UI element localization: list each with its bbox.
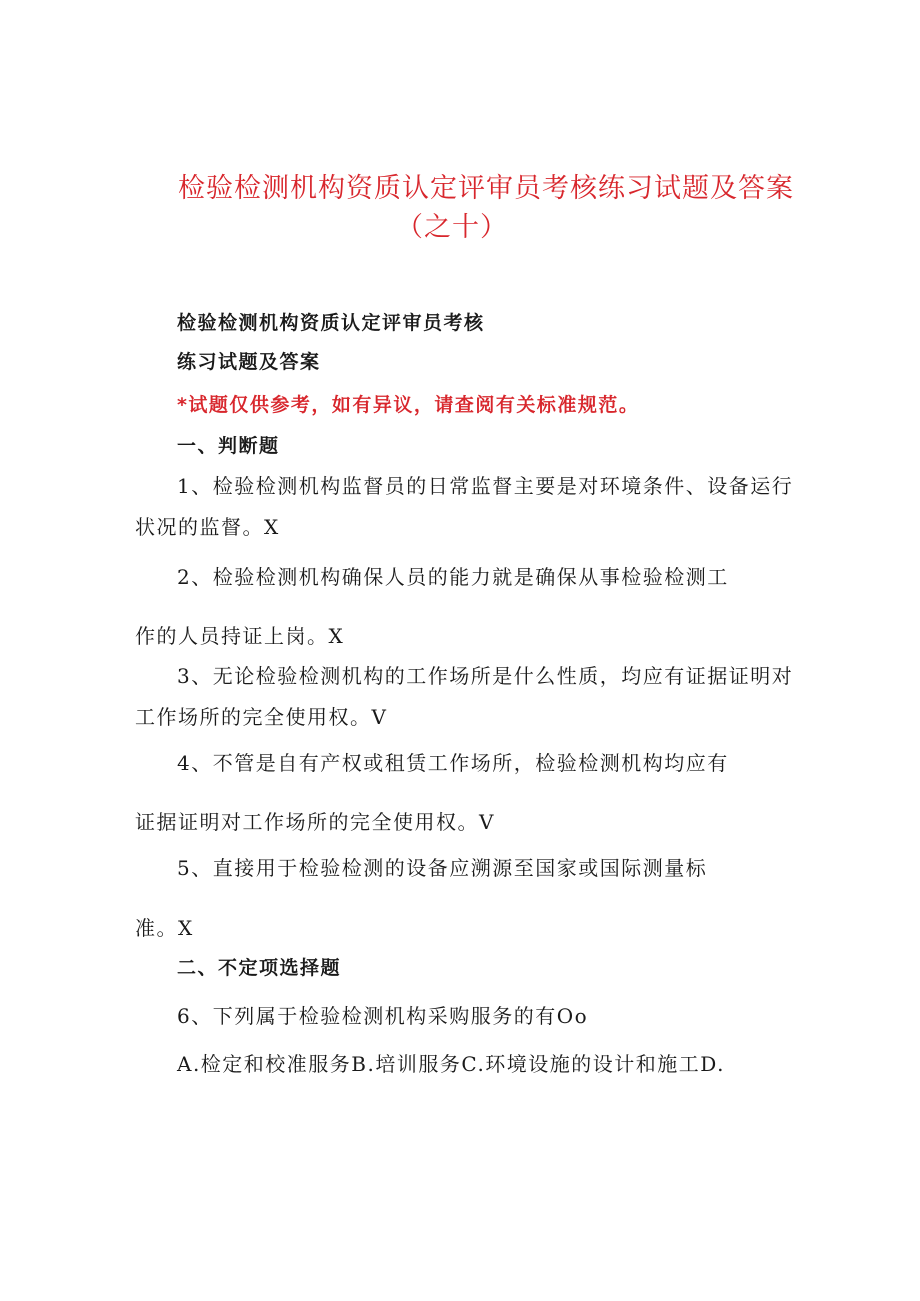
heading-practice: 练习试题及答案	[177, 351, 321, 373]
question-6-options: A.检定和校准服务B.培训服务C.环境设施的设计和施工D.	[177, 1052, 725, 1076]
question-1-line-2: 状况的监督。X	[135, 515, 280, 539]
question-4-line-2: 证据证明对工作场所的完全使用权。V	[135, 810, 495, 834]
question-5-line-2: 准。X	[135, 916, 194, 940]
heading-exam: 检验检测机构资质认定评审员考核	[177, 312, 485, 334]
question-5-line-1: 5、直接用于检验检测的设备应溯源至国家或国际测量标	[177, 856, 708, 880]
document-title-line-2: （之十）	[396, 212, 508, 243]
question-1-line-1: 1、检验检测机构监督员的日常监督主要是对环境条件、设备运行	[177, 474, 794, 498]
question-2-line-2: 作的人员持证上岗。X	[135, 624, 345, 648]
question-4-line-1: 4、不管是自有产权或租赁工作场所，检验检测机构均应有	[177, 751, 729, 775]
question-3-line-1: 3、无论检验检测机构的工作场所是什么性质，均应有证据证明对	[177, 664, 794, 688]
section-multiple-choice: 二、不定项选择题	[177, 957, 342, 979]
question-2-line-1: 2、检验检测机构确保人员的能力就是确保从事检验检测工	[177, 565, 729, 589]
question-6-stem: 6、下列属于检验检测机构采购服务的有Oo	[177, 1004, 589, 1028]
reference-notice: *试题仅供参考，如有异议，请查阅有关标准规范。	[177, 394, 640, 416]
section-true-false: 一、判断题	[177, 435, 280, 457]
document-title-line-1: 检验检测机构资质认定评审员考核练习试题及答案	[178, 173, 794, 204]
question-3-line-2: 工作场所的完全使用权。V	[135, 705, 388, 729]
